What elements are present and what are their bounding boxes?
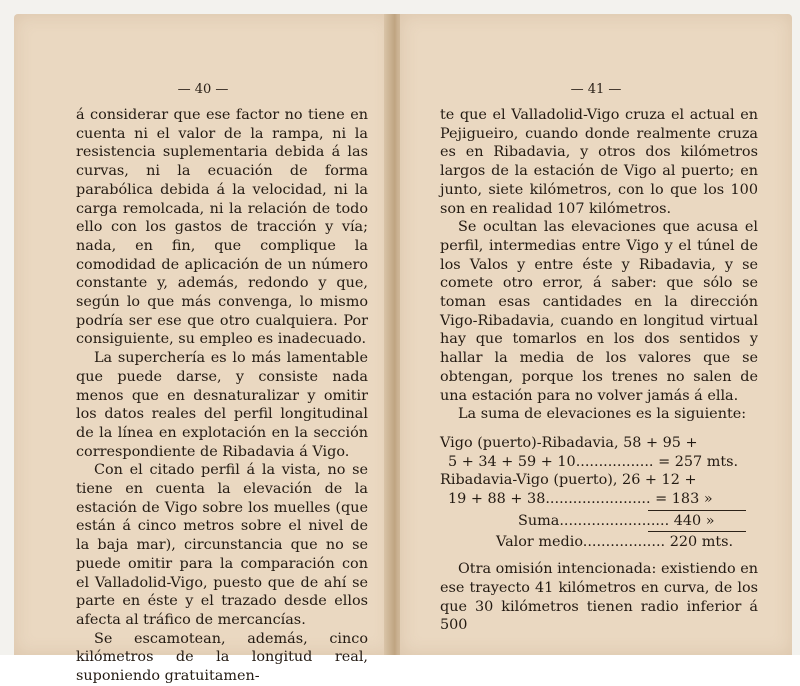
paragraph: á considerar que ese factor no tiene en cuenta ni el valor de la rampa, ni la resistencia suplementaria debida á las curvas, ni la ecuación de forma parabólica debida á la velocidad, ni la carga remolcada, ni la relación de todo ello con los gastos de tracción y vía; nada, en fin, que complique la comodidad de aplicación de un número constante y, además, redondo y que, según lo que más convenga, lo mismo podría ser ese que otro cualquiera. Por consiguiente, su empleo es inadecuado. (76, 107, 368, 348)
calc-expression: 19 + 88 + 38....................... (448, 491, 651, 508)
elevation-sum-table (440, 434, 758, 552)
calc-expression: 5 + 34 + 59 + 10................. (448, 453, 654, 470)
calc-line (440, 490, 758, 509)
paragraph: Otra omisión intencionada: existiendo en ese trayecto 41 kilómetros en curva, de los que 30 kilómetros tienen radio inferior á 500 (440, 561, 758, 634)
average-label: Valor medio.................. (496, 534, 666, 551)
calc-line: Vigo (puerto)-Ribadavia, 58 + 95 + (440, 434, 698, 451)
calc-average-line (440, 533, 758, 552)
left-page-text (76, 106, 368, 686)
paragraph: Con el citado perfil á la vista, no se tiene en cuenta la elevación de la estación de Vigo sobre los muelles (que están á cinco metros sobre el nivel de la baja mar), circunstancia que no se puede omitir para la comparación con el Valladolid-Vigo, puesto que de ahí se parte en éste y el trazado desde ellos afecta al tráfico de mercancías. (76, 462, 368, 628)
left-page (14, 14, 392, 685)
average-value: 220 mts. (669, 534, 734, 551)
calc-line (440, 453, 758, 472)
paragraph: te que el Valladolid-Vigo cruza el actual en Pejigueiro, cuando donde realmente cruza es en Ribadavia, y otros dos kilómetros largos de la estación de Vigo al puerto; en junto, siete kilómetros, con lo que los 100 son en realidad 107 kilómetros. (440, 107, 758, 217)
paragraph: Se escamotean, además, cinco kilómetros de la longitud real, suponiendo gratuitamen- (76, 630, 368, 685)
sum-rule (648, 510, 746, 511)
sum-label: Suma........................ (518, 512, 670, 529)
right-page (400, 14, 792, 655)
sum-rule (648, 531, 746, 532)
sum-value: 440 » (673, 512, 715, 529)
calc-value: = 257 mts. (658, 453, 739, 470)
calc-value: = 183 » (655, 491, 713, 508)
right-page-number: — 41 — (570, 82, 622, 97)
right-page-text (440, 106, 758, 635)
calc-line: Ribadavia-Vigo (puerto), 26 + 12 + (440, 472, 697, 489)
paragraph: La superchería es lo más lamentable que puede darse, y consiste nada menos que en desnaturalizar y omitir los datos reales del perfil longitudinal de la línea en explotación en la sección correspondiente de Ribadavia á Vigo. (76, 350, 368, 460)
paragraph: La suma de elevaciones es la siguiente: (458, 406, 747, 423)
calc-sum-line (440, 512, 758, 531)
left-page-number: — 40 — (177, 82, 229, 97)
paragraph: Se ocultan las elevaciones que acusa el perfil, intermedias entre Vigo y el túnel de los Valos y entre éste y Ribadavia, y se comete otro error, á saber: que sólo se toman esas cantidades en la dirección Vigo-Ribadavia, cuando en longitud virtual hay que tomarlos en los dos sentidos y hallar la media de los valores que se obtengan, porque los trenes no salen de una estación para no volver jamás á ella. (440, 219, 758, 404)
